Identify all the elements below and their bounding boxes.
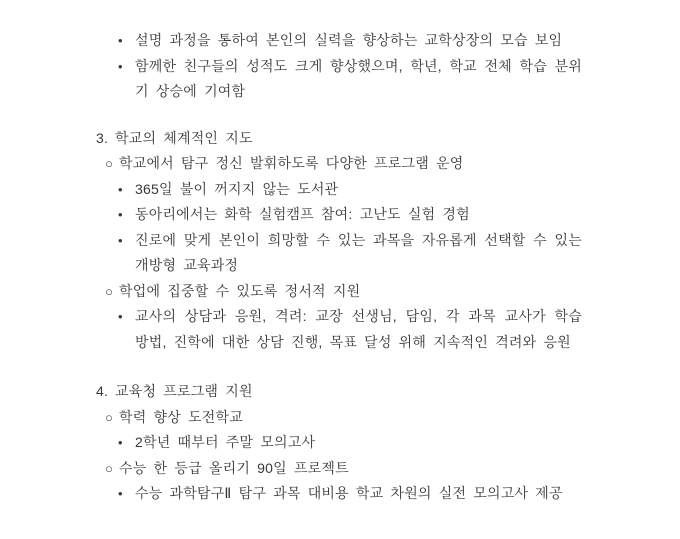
dot-bullet-icon: •: [118, 486, 123, 501]
item-text: 수능 과학탐구Ⅱ 탐구 과목 대비용 학교 차원의 실전 모의고사 제공: [135, 485, 563, 501]
circle-bullet-icon: ○: [105, 283, 114, 299]
section-title-text: 학교의 체계적인 지도: [115, 129, 253, 146]
section-heading: [96, 379, 582, 405]
list-item: [118, 202, 582, 228]
list-item: [118, 304, 582, 355]
document-body: [96, 28, 582, 507]
section-heading: [96, 126, 582, 152]
list-item: [105, 151, 582, 177]
list-item: [118, 481, 582, 507]
list-item: [105, 279, 582, 305]
section-number: 3.: [96, 129, 109, 146]
item-text: 365일 불이 꺼지지 않는 도서관: [135, 180, 339, 197]
item-text: 학교에서 탐구 정신 발휘하도록 다양한 프로그램 운영: [119, 155, 464, 171]
circle-bullet-icon: ○: [105, 156, 114, 171]
item-text: 수능 한 등급 올리기 90일 프로젝트: [119, 459, 349, 476]
dot-bullet-icon: •: [118, 181, 123, 197]
item-text: 함께한 친구들의 성적도 크게 향상했으며, 학년, 학교 전체 학습 분위기 상승에 기여함: [135, 57, 582, 99]
dot-bullet-icon: •: [118, 435, 123, 450]
section-gap: [96, 105, 582, 126]
dot-bullet-icon: •: [118, 207, 123, 222]
list-item: [118, 430, 582, 456]
item-text: 동아리에서는 화학 실험캠프 참여: 고난도 실험 경험: [135, 206, 470, 222]
item-text: 진로에 맞게 본인이 희망할 수 있는 과목을 자유롭게 선택할 수 있는 개방형 교육과정: [135, 231, 582, 273]
dot-bullet-icon: •: [118, 232, 123, 248]
list-item: [105, 405, 582, 431]
list-item: [118, 177, 582, 203]
list-item: [118, 228, 582, 279]
list-item: [118, 54, 582, 105]
section-number: 4.: [96, 383, 109, 399]
circle-bullet-icon: ○: [105, 460, 114, 476]
circle-bullet-icon: ○: [105, 409, 114, 425]
item-text: 학업에 집중할 수 있도록 정서적 지원: [119, 282, 361, 299]
list-item: [105, 456, 582, 482]
section-gap: [96, 355, 582, 379]
section-title-text: 교육청 프로그램 지원: [115, 383, 253, 399]
dot-bullet-icon: •: [118, 309, 123, 324]
dot-bullet-icon: •: [118, 33, 123, 48]
dot-bullet-icon: •: [118, 58, 123, 74]
item-text: 학력 향상 도전학교: [119, 408, 243, 425]
item-text: 교사의 상담과 응원, 격려: 교장 선생님, 담임, 각 과목 교사가 학습 방법, 진학에 대한 상담 진행, 목표 달성 위해 지속적인 격려와 응원: [135, 308, 582, 350]
item-text: 2학년 때부터 주말 모의고사: [135, 434, 316, 450]
item-text: 설명 과정을 통하여 본인의 실력을 향상하는 교학상장의 모습 보임: [135, 32, 563, 48]
list-item: [118, 28, 582, 54]
